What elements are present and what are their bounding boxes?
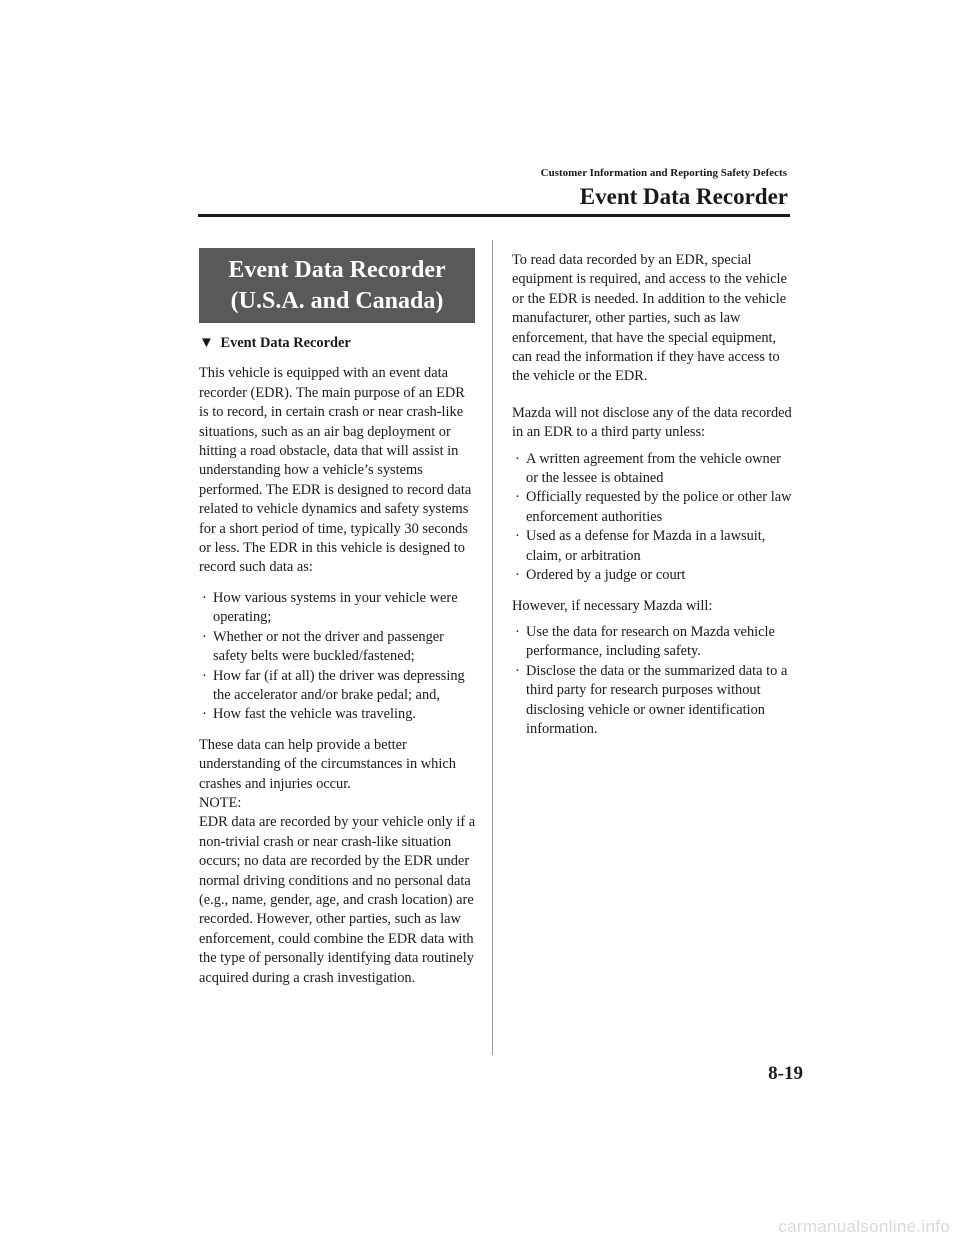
section-title-line-2: (U.S.A. and Canada)	[230, 288, 444, 314]
list-item	[515, 662, 794, 740]
mazda-use-list	[512, 623, 794, 739]
list-item-text: How various systems in your vehicle were operating;	[213, 589, 458, 626]
bullet-icon: ·	[515, 528, 520, 545]
page-number: 8-19	[768, 1063, 803, 1084]
bullet-icon: ·	[202, 589, 207, 606]
subheading-text: Event Data Recorder	[220, 335, 351, 351]
list-item-text: How far (if at all) the driver was depressing the accelerator and/or brake pedal; and,	[213, 667, 465, 703]
section-title-line-1: Event Data Recorder	[228, 257, 446, 283]
summary-paragraph: These data can help provide a better understanding of the circumstances in which crashes and injuries occur.	[199, 736, 456, 792]
bullet-icon: ·	[515, 662, 520, 679]
chapter-subtitle: Customer Information and Reporting Safety Defects	[540, 167, 787, 179]
watermark: carmanualsonline.info	[778, 1217, 950, 1236]
header-rule	[198, 214, 790, 217]
recorded-data-list	[199, 589, 477, 725]
list-item-text: Officially requested by the police or other law enforcement authorities	[526, 489, 792, 525]
list-item-text: Ordered by a judge or court	[526, 567, 686, 584]
bullet-icon: ·	[515, 623, 520, 640]
list-item-text: A written agreement from the vehicle owner or the lessee is obtained	[526, 450, 781, 487]
page-header-title: Event Data Recorder	[579, 184, 788, 209]
bullet-icon: ·	[202, 706, 207, 723]
bullet-icon: ·	[515, 489, 520, 506]
list-item	[515, 566, 794, 585]
triangle-down-icon: ▼	[199, 335, 214, 351]
intro-paragraph: This vehicle is equipped with an event data recorder (EDR). The main purpose of an EDR is to record, in certain crash or near crash-like situations, such as an air bag deployment or hitting a road obstacle, data that will assist in understanding how a vehicle’s systems performed. The EDR is designed to record data related to vehicle dynamics and safety systems for a short period of time, typically 30 seconds or less. The EDR in this vehicle is designed to record such data as:	[199, 365, 472, 576]
subheading	[199, 334, 477, 353]
right-column	[512, 251, 794, 750]
column-divider	[492, 240, 493, 1055]
however-paragraph: However, if necessary Mazda will:	[512, 597, 713, 614]
access-paragraph: To read data recorded by an EDR, special equipment is required, and access to the vehicle or the EDR is needed. In addition to the vehicle manufacturer, other parties, such as law enforcement, that have the special equipment, can read the information if they have access to the vehicle or the EDR.	[512, 252, 787, 385]
disclosure-paragraph: Mazda will not disclose any of the data recorded in an EDR to a third party unless:	[512, 404, 792, 441]
list-item	[515, 527, 794, 566]
bullet-icon: ·	[202, 667, 207, 684]
list-item	[202, 628, 477, 667]
bullet-icon: ·	[515, 450, 520, 467]
left-column	[199, 248, 477, 999]
bullet-icon: ·	[515, 567, 520, 584]
note-paragraph: EDR data are recorded by your vehicle only if a non-trivial crash or near crash-like situation occurs; no data are recorded by the EDR under normal driving conditions and no personal data (e.g., name, gender, age, and crash location) are recorded. However, other parties, such as law enforcement, could combine the EDR data with the type of personally identifying data routinely acquired during a crash investigation.	[199, 814, 476, 986]
list-item-text: Use the data for research on Mazda vehicle performance, including safety.	[526, 623, 775, 660]
note-label: NOTE:	[199, 794, 242, 811]
list-item	[202, 667, 477, 706]
list-item	[515, 488, 794, 527]
bullet-icon: ·	[202, 628, 207, 645]
list-item-text: Used as a defense for Mazda in a lawsuit, claim, or arbitration	[526, 528, 766, 564]
disclosure-conditions-list	[512, 450, 794, 586]
list-item	[202, 589, 477, 628]
list-item-text: Disclose the data or the summarized data to a third party for research purposes without disclosing vehicle or owner identification information.	[526, 662, 788, 737]
list-item-text: How fast the vehicle was traveling.	[213, 706, 417, 723]
list-item	[515, 623, 794, 662]
list-item	[202, 705, 477, 724]
list-item	[515, 450, 794, 489]
section-title-box	[199, 248, 475, 323]
list-item-text: Whether or not the driver and passenger safety belts were buckled/fastened;	[213, 628, 444, 665]
